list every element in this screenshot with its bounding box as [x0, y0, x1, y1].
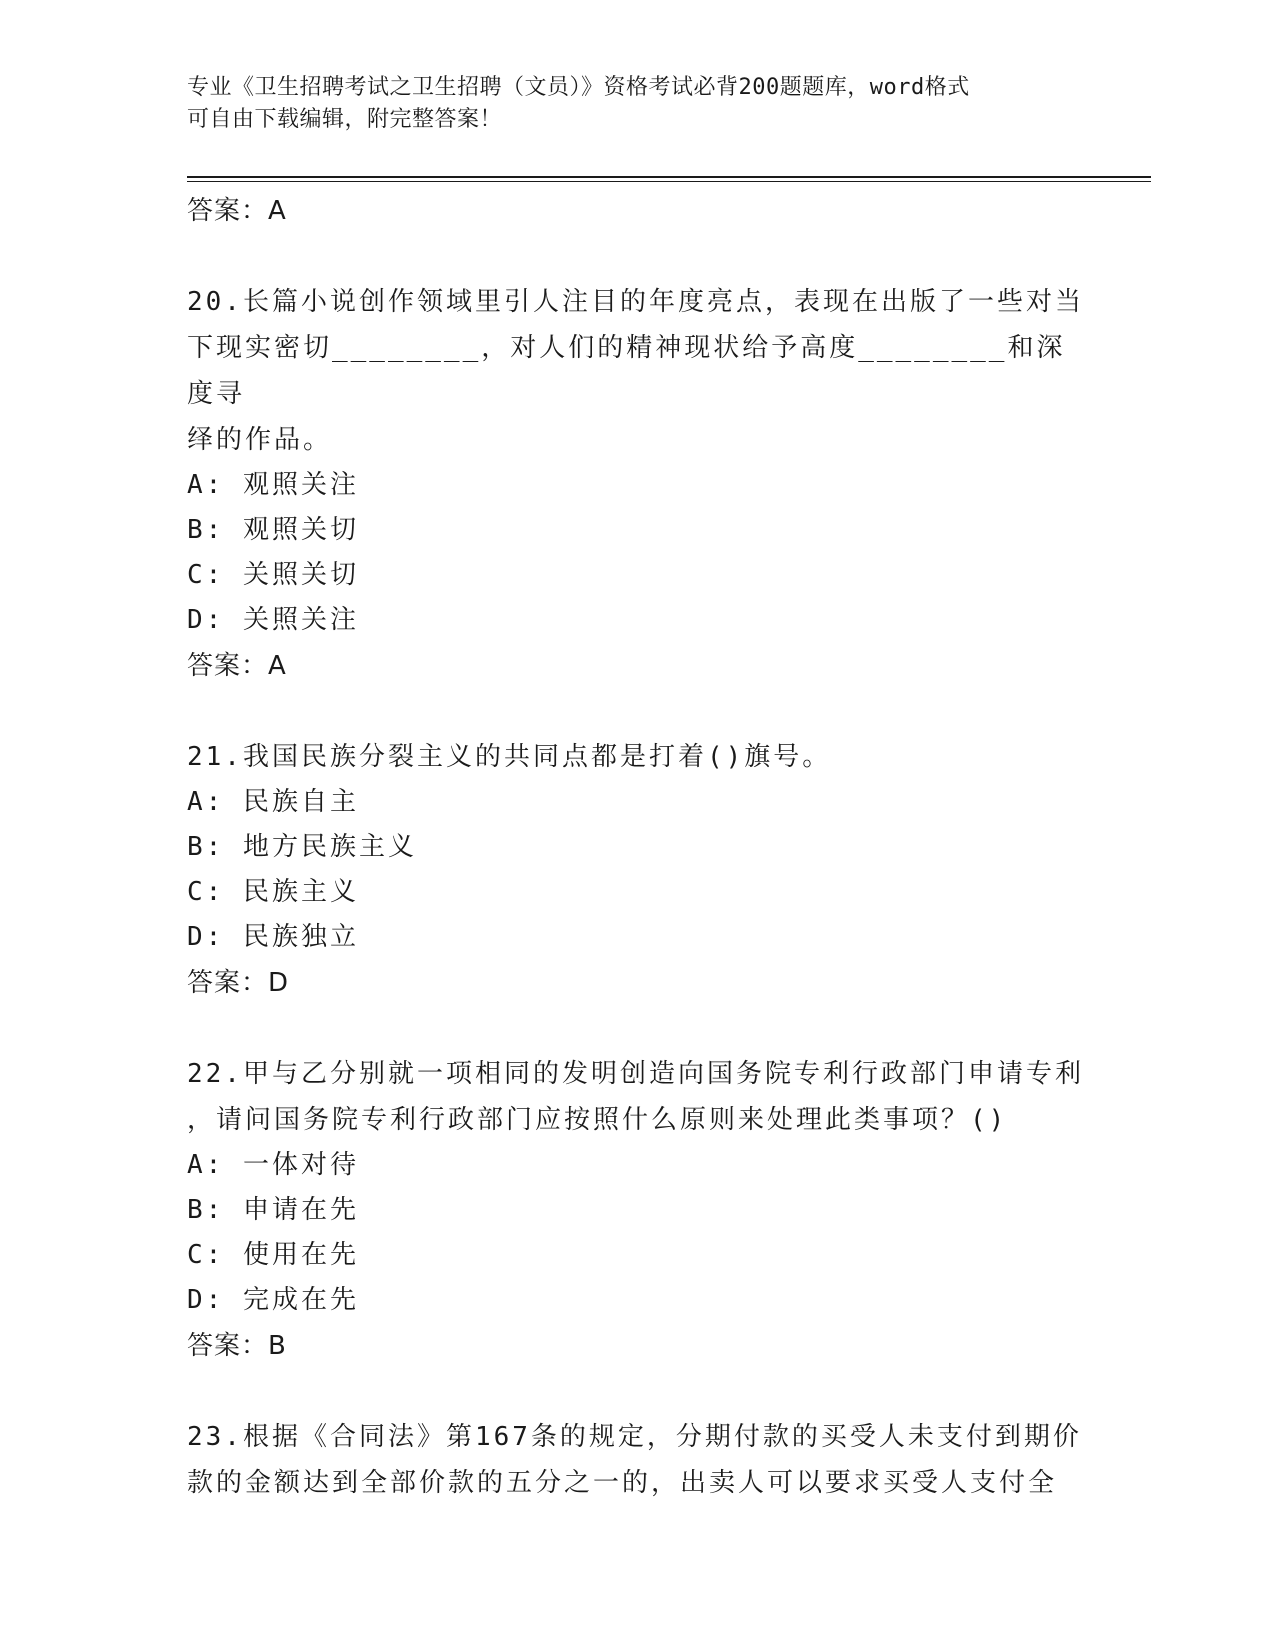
question-stem-line: 22.甲与乙分别就一项相同的发明创造向国务院专利行政部门申请专利 [187, 1059, 1084, 1089]
answer-line: 答案：D [187, 968, 290, 998]
option-a: A: 民族自主 [187, 787, 359, 817]
question-20 [187, 279, 1087, 689]
spacer [187, 1369, 1087, 1414]
question-22 [187, 1051, 1087, 1369]
question-stem-line: 21.我国民族分裂主义的共同点都是打着()旗号。 [187, 742, 832, 772]
question-23 [187, 1414, 1087, 1506]
option-d: D: 民族独立 [187, 922, 359, 952]
option-b: B: 观照关切 [187, 515, 359, 545]
header-line-2: 可自由下载编辑，附完整答案！ [187, 107, 503, 132]
question-stem-line: 款的金额达到全部价款的五分之一的，出卖人可以要求买受人支付全 [187, 1468, 1058, 1498]
answer-line: 答案：A [187, 196, 287, 226]
question-stem-line: 下现实密切________，对人们的精神现状给予高度________和深度寻 [187, 333, 1066, 409]
question-stem-line: 绎的作品。 [187, 425, 333, 455]
option-c: C: 民族主义 [187, 877, 359, 907]
option-d: D: 关照关注 [187, 605, 359, 635]
answer-line: 答案：B [187, 1331, 287, 1361]
header-line-1: 专业《卫生招聘考试之卫生招聘（文员）》资格考试必背200题题库，word格式 [187, 75, 970, 100]
option-d: D: 完成在先 [187, 1285, 359, 1315]
option-c: C: 关照关切 [187, 560, 359, 590]
spacer [187, 689, 1087, 734]
question-stem-line: ，请问国务院专利行政部门应按照什么原则来处理此类事项？() [187, 1105, 1008, 1135]
question-stem-line: 23.根据《合同法》第167条的规定，分期付款的买受人未支付到期价 [187, 1422, 1082, 1452]
answer-line: 答案：A [187, 651, 287, 681]
option-c: C: 使用在先 [187, 1240, 359, 1270]
option-a: A: 一体对待 [187, 1150, 359, 1180]
document-header [187, 72, 1087, 136]
question-stem-line: 20.长篇小说创作领域里引人注目的年度亮点，表现在出版了一些对当 [187, 287, 1084, 317]
header-divider-thick [187, 176, 1151, 178]
spacer [187, 1006, 1087, 1051]
header-divider-thin [187, 181, 1151, 182]
option-b: B: 地方民族主义 [187, 832, 417, 862]
option-a: A: 观照关注 [187, 470, 359, 500]
document-body [187, 188, 1087, 1506]
option-b: B: 申请在先 [187, 1195, 359, 1225]
question-21 [187, 734, 1087, 1006]
spacer [187, 234, 1087, 279]
